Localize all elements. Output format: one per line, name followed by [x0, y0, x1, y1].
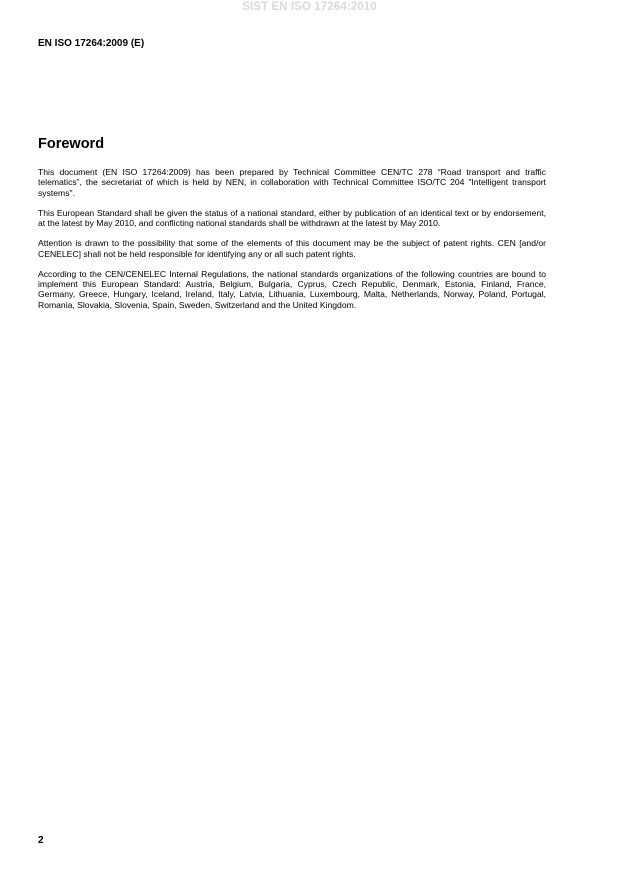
- paragraph-patent-rights: Attention is drawn to the possibility that some of the elements of this document may be the subject of patent rights. CEN [and/or CENELEC] shall not be held responsible for identifying any or all such patent rights.: [38, 238, 546, 259]
- page-number: 2: [38, 835, 44, 846]
- section-title: Foreword: [38, 136, 105, 152]
- document-identifier: EN ISO 17264:2009 (E): [38, 38, 145, 49]
- foreword-body: [38, 167, 546, 320]
- paragraph-implementing-countries: According to the CEN/CENELEC Internal Regulations, the national standards organizations of the following countries are bound to implement this European Standard: Austria, Belgium, Bulgaria, Cyprus, Czech Republic, Denmark, Estonia, Finland, France, Germany, Greece, Hungary, Iceland, Ireland, Italy, Latvia, Lithuania, Luxembourg, Malta, Netherlands, Norway, Poland, Portugal, Romania, Slovakia, Slovenia, Spain, Sweden, Switzerland and the United Kingdom.: [38, 268, 546, 310]
- paragraph-preparation: This document (EN ISO 17264:2009) has been prepared by Technical Committee CEN/TC 278 “Road transport and traffic telematics”, the secretariat of which is held by NEN, in collaboration with Technical Committee ISO/TC 204 "Intelligent transport systems".: [38, 167, 546, 198]
- watermark: SIST EN ISO 17264:2010: [242, 1, 377, 13]
- paragraph-status: This European Standard shall be given the status of a national standard, either by publication of an identical text or by endorsement, at the latest by May 2010, and conflicting national standards shall be withdrawn at the latest by May 2010.: [38, 207, 546, 229]
